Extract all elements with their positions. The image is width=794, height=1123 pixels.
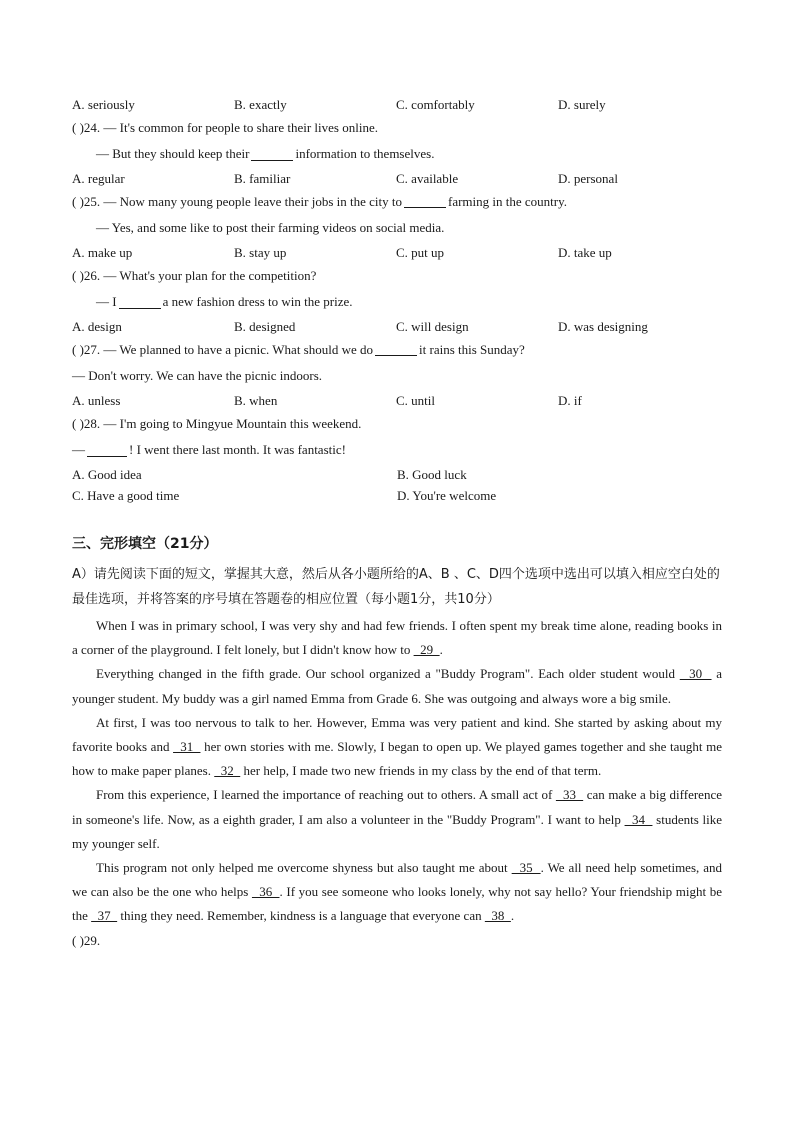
q27-option-d[interactable]: D. if	[558, 392, 582, 408]
q24-reply	[72, 140, 722, 168]
blank-34: 34	[624, 811, 653, 827]
q25-blank	[404, 195, 446, 208]
q27-option-b[interactable]: B. when	[234, 392, 278, 408]
passage-paragraph-5	[72, 856, 722, 929]
passage-text: When I was in primary school, I was very shy and had few friends. I often spent my break time alone, reading books in a corner of the playground. I felt lonely, but I didn't know how to	[72, 618, 722, 658]
q29-stem: ( )29.	[72, 932, 101, 948]
blank-37: 37	[91, 908, 118, 924]
passage-text: thing they need. Remember, kindness is a language that everyone can	[117, 908, 485, 924]
q28-blank	[87, 444, 127, 457]
q23-option-d[interactable]: D. surely	[558, 96, 606, 112]
q27-reply: — Don't worry. We can have the picnic indoors.	[72, 368, 323, 383]
q27-option-a[interactable]: A. unless	[72, 392, 121, 408]
passage-text: .	[439, 642, 443, 658]
q26-option-d[interactable]: D. was designing	[558, 318, 648, 334]
q28-reply-after: ! I went there last month. It was fantastic!	[129, 442, 346, 457]
blank-35: 35	[511, 860, 541, 876]
passage-text: . If you see someone who looks lonely, why not say hello? Your friendship might be the	[72, 884, 722, 924]
q25-options	[72, 242, 722, 263]
q25-option-d[interactable]: D. take up	[558, 244, 612, 260]
q28-options-row2	[72, 485, 722, 506]
q23-option-b[interactable]: B. exactly	[234, 96, 287, 112]
passage-text: can make a big difference in someone's life. Now, as a eighth grader, I am also a volunteer in the "Buddy Program". I want to help	[72, 787, 722, 827]
q24-options	[72, 168, 722, 189]
blank-33: 33	[555, 787, 584, 803]
blank-38: 38	[484, 908, 511, 924]
blank-31: 31	[173, 739, 201, 755]
q28-reply-before: —	[72, 442, 85, 457]
q24-blank	[251, 148, 293, 161]
q24-reply-after: information to themselves.	[295, 146, 435, 161]
q26-reply	[72, 288, 722, 316]
q28-stem: ( )28. — I'm going to Mingyue Mountain this weekend.	[72, 415, 362, 431]
q24-stem: ( )24. — It's common for people to share their lives online.	[72, 119, 378, 135]
q24-option-a[interactable]: A. regular	[72, 170, 125, 186]
q25-reply: — Yes, and some like to post their farming videos on social media.	[96, 220, 445, 235]
q25-option-c[interactable]: C. put up	[396, 244, 445, 260]
q24-reply-before: — But they should keep their	[96, 146, 250, 161]
passage-text: .	[510, 908, 515, 924]
q27-stem-before: ( )27. — We planned to have a picnic. What should we do	[72, 341, 374, 357]
passage-paragraph-3	[72, 711, 722, 784]
blank-29: 29	[413, 642, 440, 658]
q27-stem-after: it rains this Sunday?	[419, 341, 525, 357]
passage-text: a younger student. My buddy was a girl named Emma from Grade 6. She was outgoing and always wore a big smile.	[72, 666, 722, 706]
passage-text: her help, I made two new friends in my class by the end of that term.	[240, 763, 602, 779]
q27-options	[72, 390, 722, 411]
q25-option-a[interactable]: A. make up	[72, 244, 133, 260]
blank-30: 30	[679, 666, 712, 682]
passage-paragraph-2	[72, 662, 722, 710]
exam-page	[72, 94, 722, 953]
q28-option-b[interactable]: B. Good luck	[397, 466, 467, 482]
q28-options-row1	[72, 464, 722, 485]
passage-text: her own stories with me. Slowly, I began to open up. We played games together and she taught me how to make paper planes.	[72, 739, 722, 779]
q28-option-c[interactable]: C. Have a good time	[72, 487, 180, 503]
q26-option-c[interactable]: C. will design	[396, 318, 469, 334]
q26-blank	[119, 296, 161, 309]
passage-text: At first, I was too nervous to talk to her. However, Emma was very patient and kind. She started by asking about my favorite books and	[72, 714, 722, 755]
blank-36: 36	[251, 884, 280, 900]
q27-option-c[interactable]: C. until	[396, 392, 436, 408]
q25-stem-after: farming in the country.	[447, 193, 567, 209]
q24-option-c[interactable]: C. available	[396, 170, 459, 186]
q26-option-a[interactable]: A. design	[72, 318, 122, 334]
passage-text: Everything changed in the fifth grade. Our school organized a "Buddy Program". Each older student would	[96, 666, 680, 682]
passage-text: From this experience, I learned the importance of reaching out to others. A small act of	[96, 787, 556, 803]
q23-option-c[interactable]: C. comfortably	[396, 96, 475, 112]
passage-paragraph-1	[72, 614, 722, 662]
q26-stem: ( )26. — What's your plan for the competition?	[72, 267, 317, 283]
q24-option-d[interactable]: D. personal	[558, 170, 618, 186]
section-instruction: A）请先阅读下面的短文，掌握其大意，然后从各小题所给的A、B 、C、D四个选项中选出可以填入相应空白处的最佳选项，并将答案的序号填在答题卷的相应位置（每小题1分，共10分）	[72, 567, 720, 607]
q27-blank	[375, 343, 417, 356]
q28-reply	[72, 436, 722, 464]
q25-stem-before: ( )25. — Now many young people leave their jobs in the city to	[72, 193, 402, 209]
q28-option-a[interactable]: A. Good idea	[72, 466, 142, 482]
q26-option-b[interactable]: B. designed	[234, 318, 296, 334]
q23-options	[72, 94, 722, 115]
section-title: 三、完形填空（21分）	[72, 536, 218, 552]
q26-reply-after: a new fashion dress to win the prize.	[162, 294, 353, 309]
q25-stem	[72, 189, 722, 214]
blank-32: 32	[214, 763, 241, 779]
cloze-passage	[72, 614, 722, 929]
q24-option-b[interactable]: B. familiar	[234, 170, 291, 186]
passage-text: students like my younger self.	[72, 811, 723, 851]
q23-option-a[interactable]: A. seriously	[72, 96, 135, 112]
q27-stem	[72, 337, 722, 362]
q28-option-d[interactable]: D. You're welcome	[397, 487, 497, 503]
passage-text: This program not only helped me overcome shyness but also taught me about	[96, 860, 512, 876]
passage-text: . We all need help sometimes, and we can also be the one who helps	[72, 860, 723, 900]
q26-reply-before: — I	[96, 294, 117, 309]
q25-option-b[interactable]: B. stay up	[234, 244, 287, 260]
q26-options	[72, 316, 722, 337]
passage-paragraph-4	[72, 783, 722, 856]
